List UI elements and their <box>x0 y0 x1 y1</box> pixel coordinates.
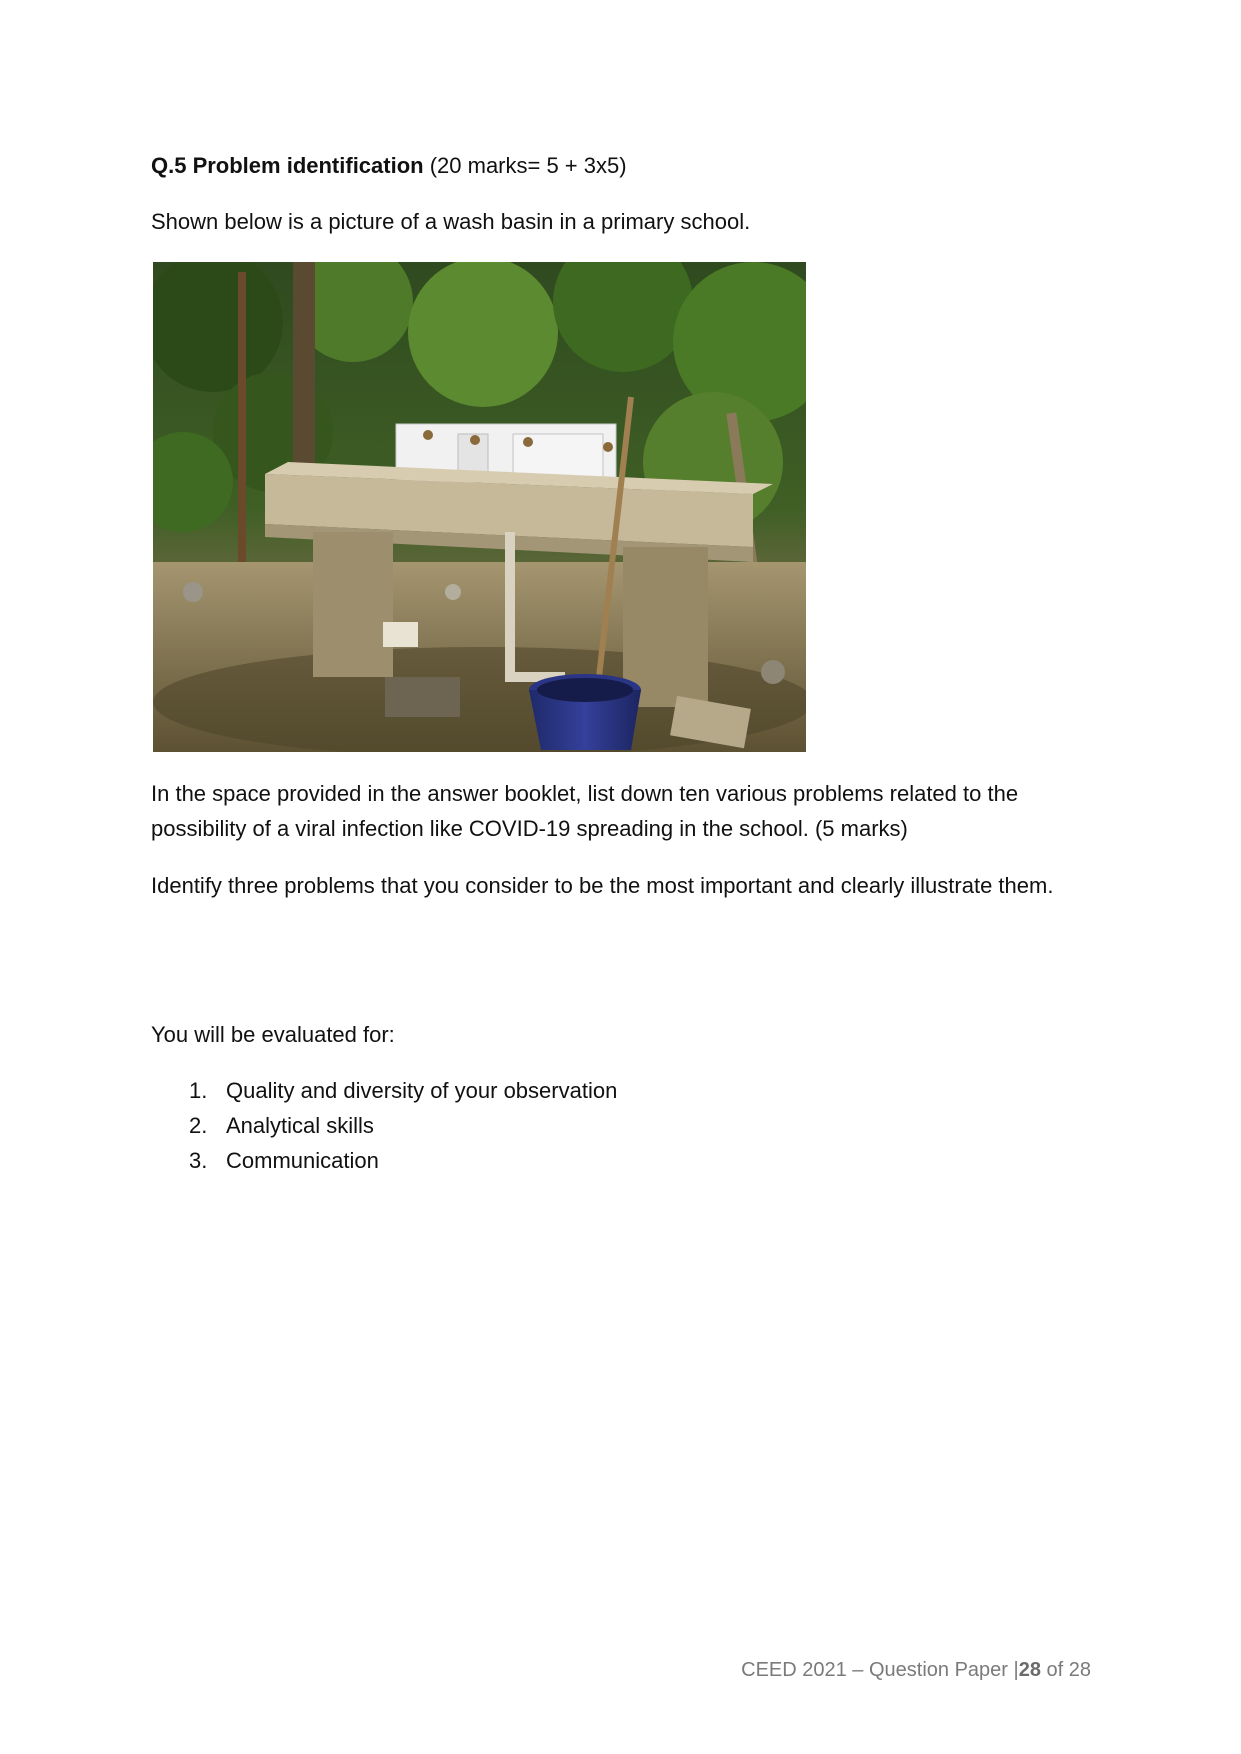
footer-page-number: 28 <box>1018 1659 1041 1681</box>
list-item <box>151 1073 617 1108</box>
list-item-text: Analytical skills <box>226 1113 374 1138</box>
instruction-paragraph-2: Identify three problems that you consider to be the most important and clearly illustrate them. <box>151 873 1054 898</box>
list-item-number: 2. <box>189 1113 208 1138</box>
list-item <box>151 1108 617 1143</box>
evaluation-label: You will be evaluated for: <box>151 1022 395 1047</box>
question-marks: (20 marks= 5 + 3x5) <box>423 153 627 178</box>
question-heading <box>151 148 1091 183</box>
list-item-number: 1. <box>189 1078 208 1103</box>
question-title: Q.5 Problem identification <box>151 153 424 178</box>
list-item-text: Quality and diversity of your observation <box>226 1078 618 1103</box>
evaluation-criteria-list <box>151 1073 617 1178</box>
list-item-number: 3. <box>189 1148 208 1173</box>
list-item-text: Communication <box>226 1148 379 1173</box>
wash-basin-photo <box>153 262 806 752</box>
footer-prefix: CEED 2021 – Question Paper | <box>741 1659 1019 1681</box>
instruction-paragraph-1: In the space provided in the answer booklet, list down ten various problems related to the possibility of a viral infection like COVID-19 spreading in the school. (5 marks) <box>151 781 1019 841</box>
footer-suffix: of 28 <box>1040 1659 1091 1681</box>
question-intro: Shown below is a picture of a wash basin in a primary school. <box>151 209 751 234</box>
page-footer <box>741 1655 1091 1685</box>
list-item <box>151 1143 617 1178</box>
